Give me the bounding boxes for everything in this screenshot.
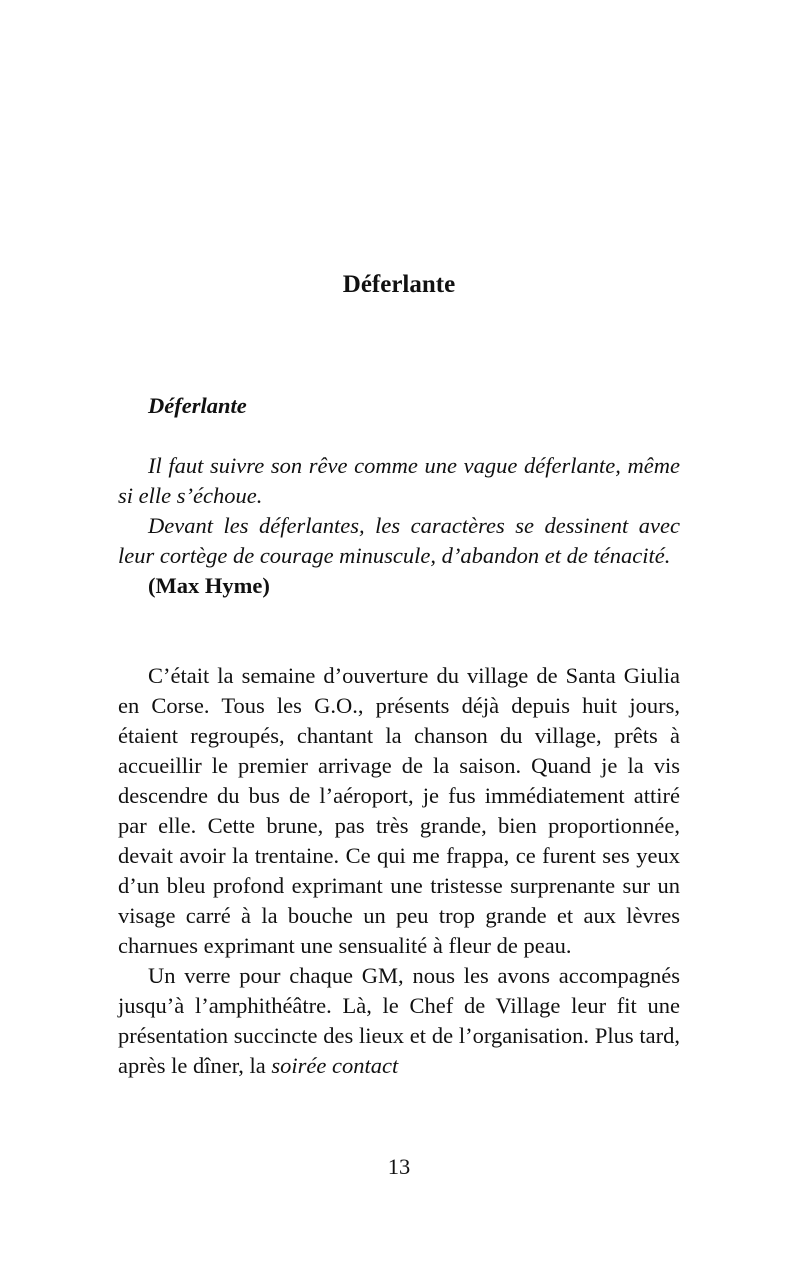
paragraph-2 — [118, 961, 680, 1081]
epigraph-line-1: Il faut suivre son rêve comme une vague déferlante, même si elle s’échoue. — [118, 453, 680, 508]
section-subtitle: Déferlante — [148, 393, 247, 418]
paragraph-2-italic: soirée contact — [271, 1053, 399, 1078]
epigraph — [118, 451, 680, 601]
epigraph-author: (Max Hyme) — [148, 573, 270, 598]
body-text — [118, 661, 680, 1081]
paragraph-2-text: Un verre pour chaque GM, nous les avons accompagnés jusqu’à l’amphithéâtre. Là, le Chef de Village leur fit une présentation succincte des lieux et de l’organisation. Plus tard, après le dîner, la — [118, 963, 680, 1078]
chapter-title: Déferlante — [342, 271, 456, 298]
paragraph-1: C’était la semaine d’ouverture du village de Santa Giulia en Corse. Tous les G.O., présents déjà depuis huit jours, étaient regroupés, chantant la chanson du village, prêts à accueillir le premier arrivage de la saison. Quand je la vis descendre du bus de l’aéroport, je fus immédiatement attiré par elle. Cette brune, pas très grande, bien proportionnée, devait avoir la trentaine. Ce qui me frappa, ce furent ses yeux d’un bleu profond exprimant une tristesse surprenante sur un visage carré à la bouche un peu trop grande et aux lèvres charnues exprimant une sensualité à fleur de peau. — [118, 663, 680, 958]
epigraph-line-2: Devant les déferlantes, les caractères se dessinent avec leur cortège de courage minuscule, d’abandon et de ténacité. — [118, 513, 680, 568]
page-number: 13 — [387, 1154, 411, 1179]
